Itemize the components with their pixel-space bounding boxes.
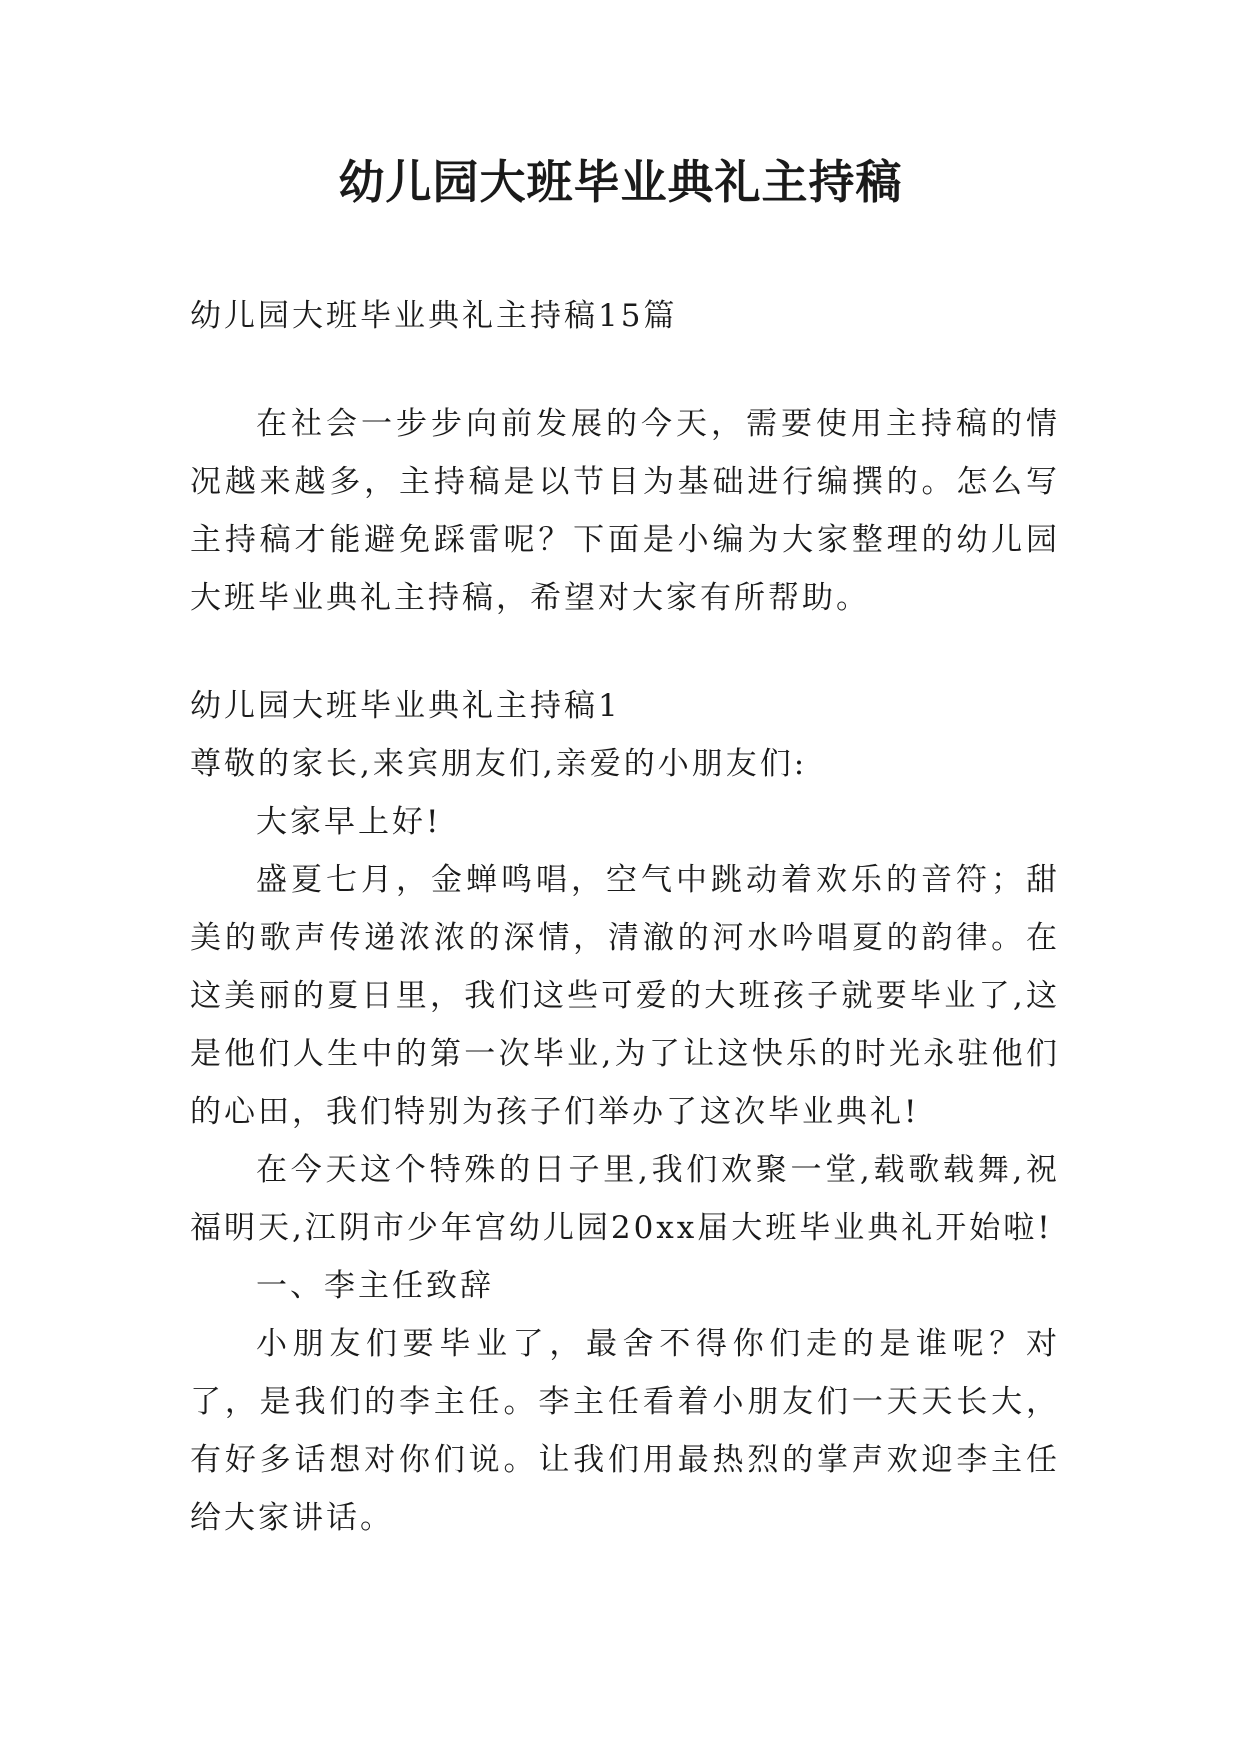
greeting-line: 尊敬的家长,来宾朋友们,亲爱的小朋友们: [190,746,808,782]
paragraph: 在今天这个特殊的日子里,我们欢聚一堂,载歌载舞,祝福明天,江阴市少年宫幼儿园20xx届大班毕业典礼开始啦! [190,1152,1060,1246]
spacer [190,627,1060,677]
paragraph: 盛夏七月，金蝉鸣唱，空气中跳动着欢乐的音符；甜美的歌声传递浓浓的深情，清澈的河水吟唱夏的韵律。在这美丽的夏日里，我们这些可爱的大班孩子就要毕业了,这是他们人生中的第一次毕业,为了让这快乐的时光永驻他们的心田，我们特别为孩子们举办了这次毕业典礼! [190,862,1060,1130]
document-subtitle: 幼儿园大班毕业典礼主持稿15篇 [190,298,678,334]
document-title: 幼儿园大班毕业典礼主持稿 [338,155,903,209]
document-body [190,287,1060,1547]
section-heading: 幼儿园大班毕业典礼主持稿1 [190,688,621,724]
paragraph: 一、李主任致辞 [256,1268,494,1304]
paragraph: 小朋友们要毕业了，最舍不得你们走的是谁呢？对了，是我们的李主任。李主任看着小朋友们一天天长大，有好多话想对你们说。让我们用最热烈的掌声欢迎李主任给大家讲话。 [190,1326,1060,1536]
paragraph: 大家早上好! [256,804,442,840]
spacer [190,345,1060,395]
intro-paragraph: 在社会一步步向前发展的今天，需要使用主持稿的情况越来越多，主持稿是以节目为基础进行编撰的。怎么写主持稿才能避免踩雷呢？下面是小编为大家整理的幼儿园大班毕业典礼主持稿，希望对大家有所帮助。 [190,406,1060,616]
